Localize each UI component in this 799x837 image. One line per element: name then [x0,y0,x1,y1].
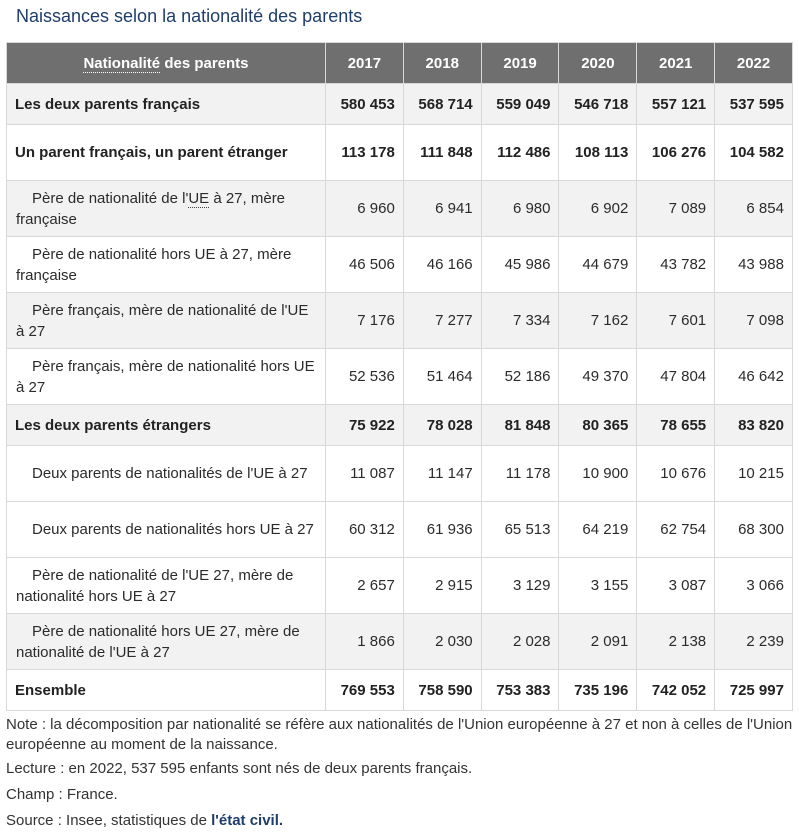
cell-value: 112 486 [481,125,559,181]
lecture-text: Lecture : en 2022, 537 595 enfants sont nés de deux parents français. [6,760,473,777]
row-label [7,614,326,670]
row-label-text: Les deux parents étrangers [15,416,211,434]
cell-value: 2 239 [715,614,793,670]
cell-value: 11 147 [403,446,481,502]
cell-value: 3 129 [481,558,559,614]
row-label [7,670,326,711]
page-title: Naissances selon la nationalité des parents [16,6,363,26]
cell-value: 7 334 [481,293,559,349]
cell-value: 7 277 [403,293,481,349]
cell-value: 46 506 [326,237,404,293]
header-year: 2022 [715,43,793,84]
row-label-text: Père de nationalité hors UE 27, mère de nationalité de l'UE à 27 [16,622,300,661]
cell-value: 108 113 [559,125,637,181]
cell-value: 753 383 [481,670,559,711]
table-row [7,405,793,446]
row-label-text: Les deux parents français [15,95,201,113]
table-row [7,614,793,670]
cell-value: 64 219 [559,502,637,558]
cell-value: 51 464 [403,349,481,405]
cell-value: 742 052 [637,670,715,711]
cell-value: 725 997 [715,670,793,711]
source-prefix: Source : Insee, statistiques de [6,812,212,829]
cell-value: 2 028 [481,614,559,670]
cell-value: 46 166 [403,237,481,293]
cell-value: 3 087 [637,558,715,614]
cell-value: 61 936 [403,502,481,558]
cell-value: 580 453 [326,84,404,125]
row-label [7,405,326,446]
births-table-wrapper [6,42,792,711]
table-row [7,502,793,558]
cell-value: 568 714 [403,84,481,125]
cell-value: 68 300 [715,502,793,558]
header-year: 2018 [403,43,481,84]
cell-value: 6 980 [481,181,559,237]
cell-value: 6 902 [559,181,637,237]
cell-value: 7 601 [637,293,715,349]
source-link[interactable]: l'état civil. [211,812,284,829]
cell-value: 46 642 [715,349,793,405]
cell-value: 43 782 [637,237,715,293]
row-label [7,446,326,502]
row-label [7,125,326,181]
cell-value: 47 804 [637,349,715,405]
row-label [7,237,326,293]
cell-value: 43 988 [715,237,793,293]
cell-value: 49 370 [559,349,637,405]
header-year: 2021 [637,43,715,84]
cell-value: 7 176 [326,293,404,349]
cell-value: 10 215 [715,446,793,502]
row-label-text: Père français, mère de nationalité de l'UE à 27 [16,301,309,340]
cell-value: 7 098 [715,293,793,349]
row-label-text: Père de nationalité de l' [32,189,189,207]
abbr-nationalite: Nationalité [83,54,161,72]
header-year: 2017 [326,43,404,84]
cell-value: 78 028 [403,405,481,446]
cell-value: 6 960 [326,181,404,237]
cell-value: 62 754 [637,502,715,558]
cell-value: 6 941 [403,181,481,237]
row-label [7,502,326,558]
table-header-row [7,43,793,84]
abbr-ue: UE [188,189,210,207]
row-label-text: Un parent français, un parent étranger [15,144,288,161]
row-label [7,349,326,405]
cell-value: 113 178 [326,125,404,181]
cell-value: 111 848 [403,125,481,181]
table-row [7,446,793,502]
row-label-text: Père de nationalité hors UE à 27, mère française [16,245,292,284]
cell-value: 2 657 [326,558,404,614]
header-year: 2020 [559,43,637,84]
cell-value: 559 049 [481,84,559,125]
table-row [7,125,793,181]
cell-value: 81 848 [481,405,559,446]
header-year: 2019 [481,43,559,84]
row-label-text: à 27, mère française [16,189,286,228]
cell-value: 546 718 [559,84,637,125]
cell-value: 11 178 [481,446,559,502]
table-row [7,181,793,237]
cell-value: 769 553 [326,670,404,711]
cell-value: 7 089 [637,181,715,237]
cell-value: 10 900 [559,446,637,502]
cell-value: 106 276 [637,125,715,181]
row-label [7,558,326,614]
table-row [7,558,793,614]
cell-value: 52 186 [481,349,559,405]
cell-value: 80 365 [559,405,637,446]
table-notes [6,715,796,837]
cell-value: 758 590 [403,670,481,711]
cell-value: 2 091 [559,614,637,670]
row-label-text: Ensemble [15,681,86,699]
cell-value: 52 536 [326,349,404,405]
table-row [7,670,793,711]
cell-value: 6 854 [715,181,793,237]
cell-value: 11 087 [326,446,404,502]
source-line [6,811,796,831]
table-row [7,237,793,293]
champ-text: Champ : France. [6,786,118,803]
table-row [7,349,793,405]
cell-value: 2 138 [637,614,715,670]
cell-value: 83 820 [715,405,793,446]
row-label [7,181,326,237]
cell-value: 735 196 [559,670,637,711]
cell-value: 44 679 [559,237,637,293]
cell-value: 65 513 [481,502,559,558]
cell-value: 2 915 [403,558,481,614]
cell-value: 557 121 [637,84,715,125]
cell-value: 104 582 [715,125,793,181]
note-text: Note : la décomposition par nationalité se réfère aux nationalités de l'Union européenne à 27 et non à celles de l'Union européenne au moment de la naissance. [6,716,793,753]
cell-value: 3 066 [715,558,793,614]
row-label-text: Père de nationalité de l'UE 27, mère de nationalité hors UE à 27 [16,566,294,605]
header-nationality [7,43,326,84]
header-nationality-suffix: des parents [160,54,249,72]
births-table [6,42,793,711]
table-row [7,84,793,125]
row-label-text: Deux parents de nationalités hors UE à 27 [32,521,314,538]
table-row [7,293,793,349]
cell-value: 1 866 [326,614,404,670]
cell-value: 3 155 [559,558,637,614]
cell-value: 537 595 [715,84,793,125]
cell-value: 75 922 [326,405,404,446]
row-label-text: Père français, mère de nationalité hors UE à 27 [16,357,315,396]
row-label-text: Deux parents de nationalités de l'UE à 27 [32,465,308,482]
cell-value: 7 162 [559,293,637,349]
row-label [7,293,326,349]
cell-value: 45 986 [481,237,559,293]
cell-value: 60 312 [326,502,404,558]
row-label [7,84,326,125]
cell-value: 10 676 [637,446,715,502]
cell-value: 2 030 [403,614,481,670]
cell-value: 78 655 [637,405,715,446]
